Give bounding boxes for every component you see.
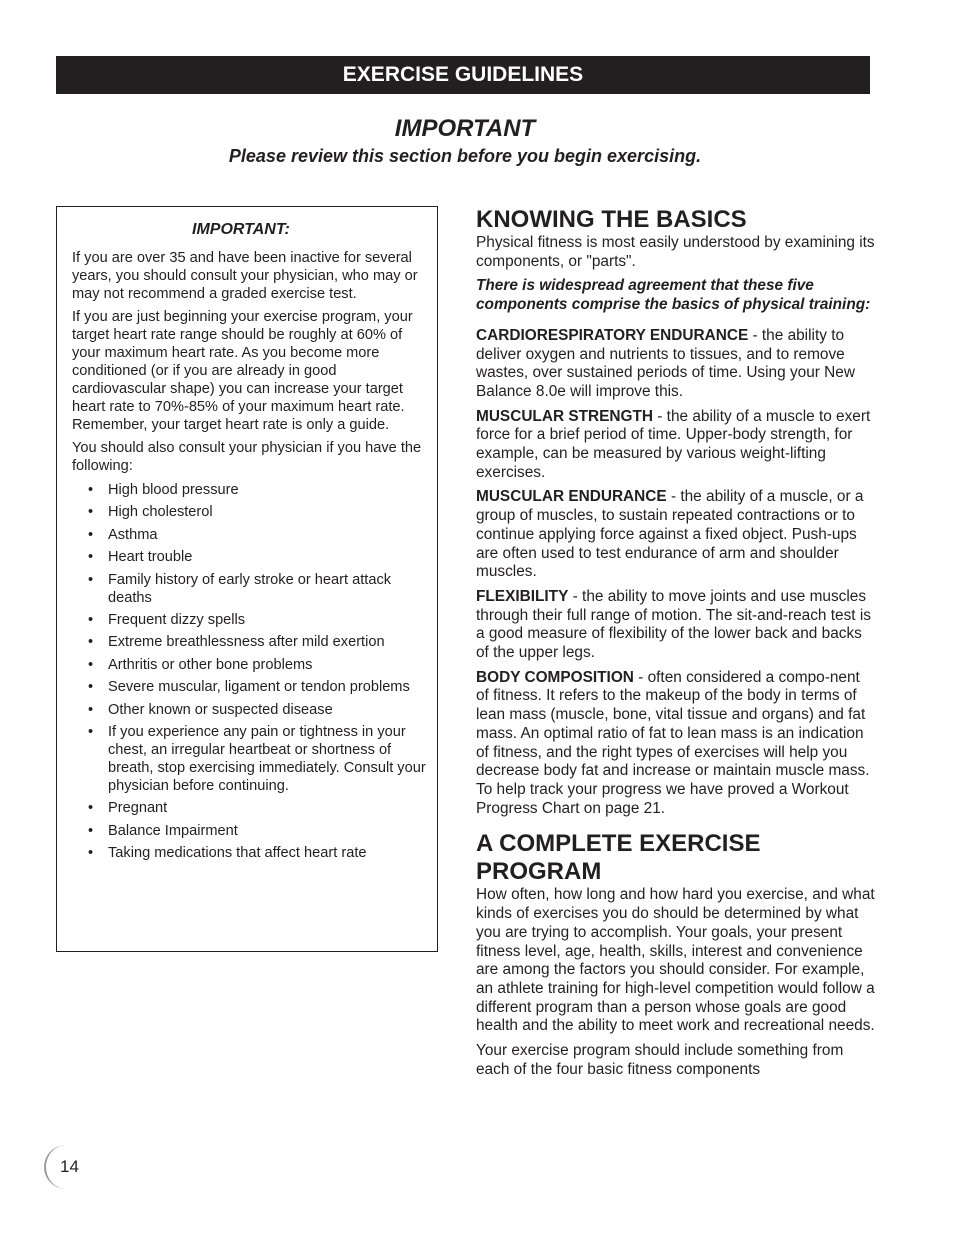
component-term: FLEXIBILITY: [476, 587, 569, 605]
component-term: MUSCULAR ENDURANCE: [476, 488, 667, 506]
list-item: • Asthma: [72, 526, 427, 544]
basics-intro: Physical fitness is most easily understood by examining its components, or "parts".: [476, 234, 875, 270]
list-item: • Taking medications that affect heart rate: [72, 844, 427, 862]
page-number: 14: [44, 1145, 80, 1189]
right-column: [476, 206, 876, 1085]
basics-heading: KNOWING THE BASICS: [476, 206, 747, 233]
list-item: • Family history of early stroke or heart attack deaths: [72, 571, 427, 607]
program-paragraph: Your exercise program should include something from each of the four basic fitness components: [476, 1042, 844, 1078]
conditions-list: [72, 481, 427, 862]
component-text: - often considered a compo-nent of fitness. It refers to the makeup of the body in terms of lean mass (muscle, bone, vital tissue and organs) and fat mass. An optimal ratio of fat to lean mass is an indication of fitness, and the right types of exercises will help you decrease body fat and increase or maintain muscle mass. To help track your progress we have proved a Workout Progress Chart on page 21.: [476, 668, 870, 817]
component-term: BODY COMPOSITION: [476, 668, 634, 686]
component-paragraph: [476, 669, 876, 819]
component-paragraph: [476, 588, 876, 663]
list-item: • Balance Impairment: [72, 822, 427, 840]
component-paragraph: [476, 488, 876, 582]
component-text: - the ability of a muscle to exert force for a brief period of time. Upper-body strength, for example, can be measured by various weight-lifting exercises.: [476, 407, 871, 481]
list-item: • Frequent dizzy spells: [72, 611, 427, 629]
list-item: • If you experience any pain or tightness in your chest, an irregular heartbeat or shortness of breath, stop exercising immediately. Consult your physician before continuing.: [72, 723, 427, 795]
list-item: • Heart trouble: [72, 548, 427, 566]
component-text: - the ability to deliver oxygen and nutrients to tissues, and to remove wastes, over sustained periods of time. Using your New Balance 8.0e will improve this.: [476, 326, 855, 400]
component-paragraph: [476, 408, 876, 483]
list-item: • High cholesterol: [72, 503, 427, 521]
list-item: • Severe muscular, ligament or tendon problems: [72, 678, 427, 696]
basics-emphasis: There is widespread agreement that these five components comprise the basics of physical training:: [476, 277, 871, 314]
list-item: • Pregnant: [72, 799, 427, 817]
list-item: • High blood pressure: [72, 481, 427, 499]
component-paragraph: [476, 327, 876, 402]
program-paragraph: How often, how long and how hard you exercise, and what kinds of exercises you do should be determined by what you are trying to accomplish. Your goals, your present fitness level, age, health, skills, interest and convenience are among the factors you should consider. For example, an athlete training for high-level competition would follow a different program than a person whose goals are good health and the ability to meet work and recreational needs.: [476, 886, 875, 1035]
section-banner: EXERCISE GUIDELINES: [56, 56, 870, 94]
list-item: • Extreme breathlessness after mild exertion: [72, 633, 427, 651]
important-box-heading: IMPORTANT:: [192, 221, 290, 238]
list-item: • Other known or suspected disease: [72, 701, 427, 719]
component-term: CARDIORESPIRATORY ENDURANCE: [476, 326, 749, 344]
important-subtitle: Please review this section before you begin exercising.: [228, 146, 702, 166]
box-paragraph: If you are over 35 and have been inactive for several years, you should consult your physician, who may or may not recommend a graded exercise test.: [72, 250, 418, 302]
important-box: [56, 206, 438, 952]
program-heading: A COMPLETE EXERCISE PROGRAM: [476, 830, 761, 886]
component-text: - the ability to move joints and use muscles through their full range of motion. The sit-and-reach test is a good measure of flexibility of the lower back and backs of the upper legs.: [476, 587, 871, 662]
box-paragraph: If you are just beginning your exercise program, your target heart rate range should be roughly at 60% of your maximum heart rate. As you become more conditioned (or if you are already in good cardiovascular shape) you can increase your target heart rate to 70%-85% of your maximum heart rate. Remember, your target heart rate is only a guide.: [72, 309, 413, 433]
component-term: MUSCULAR STRENGTH: [476, 407, 653, 425]
component-text: - the ability of a muscle, or a group of muscles, to sustain repeated contractions or to continue applying force against a fixed object. Push-ups are often used to test endurance of arm and shoulder muscles.: [476, 488, 864, 581]
important-title: IMPORTANT: [394, 115, 536, 142]
box-paragraph: You should also consult your physician if you have the following:: [72, 440, 422, 474]
list-item: • Arthritis or other bone problems: [72, 656, 427, 674]
